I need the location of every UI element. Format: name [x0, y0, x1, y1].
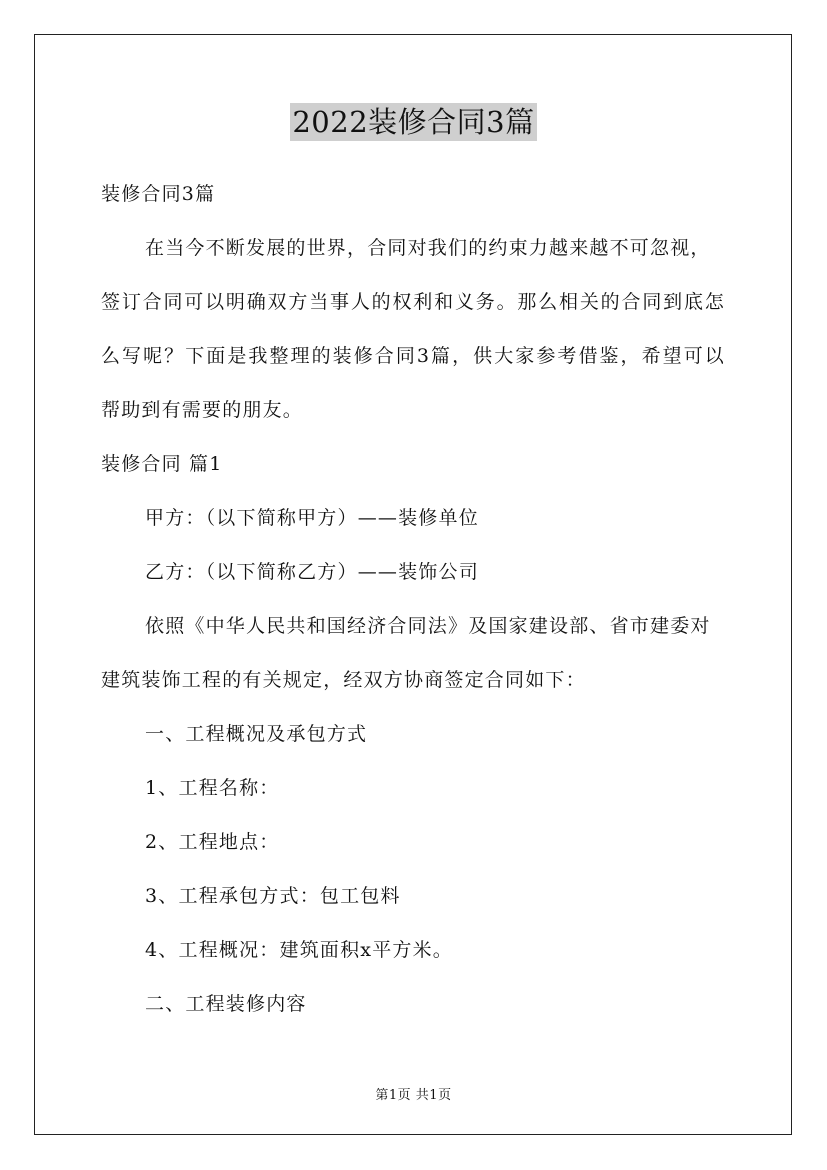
clause-heading: 一、工程概况及承包方式: [145, 723, 368, 745]
clause-item: 3、工程承包方式：包工包料: [145, 885, 401, 907]
party-a-line: 甲方：（以下简称甲方）——装修单位: [145, 507, 479, 529]
paragraph-line: 么写呢？下面是我整理的装修合同3篇，供大家参考借鉴，希望可以: [101, 345, 725, 367]
contract-heading: 装修合同 篇1: [101, 453, 223, 475]
paragraph-line: 依照《中华人民共和国经济合同法》及国家建设部、省市建委对: [145, 615, 711, 637]
paragraph-line: 签订合同可以明确双方当事人的权利和义务。那么相关的合同到底怎: [101, 291, 725, 313]
clause-item: 2、工程地点：: [145, 831, 280, 853]
paragraph-line: 在当今不断发展的世界，合同对我们的约束力越来越不可忽视，: [145, 237, 711, 259]
clause-heading: 二、工程装修内容: [145, 993, 307, 1015]
title-wrap: [0, 103, 827, 141]
section-heading: 装修合同3篇: [101, 183, 216, 205]
paragraph-line: 建筑装饰工程的有关规定，经双方协商签定合同如下：: [101, 669, 586, 691]
clause-item: 4、工程概况：建筑面积x平方米。: [145, 939, 454, 961]
party-b-line: 乙方：（以下简称乙方）——装饰公司: [145, 561, 479, 583]
clause-item: 1、工程名称：: [145, 777, 280, 799]
paragraph-line: 帮助到有需要的朋友。: [101, 399, 304, 421]
document-title: 2022装修合同3篇: [292, 105, 535, 139]
page-footer: 第1页 共1页: [375, 1088, 452, 1103]
